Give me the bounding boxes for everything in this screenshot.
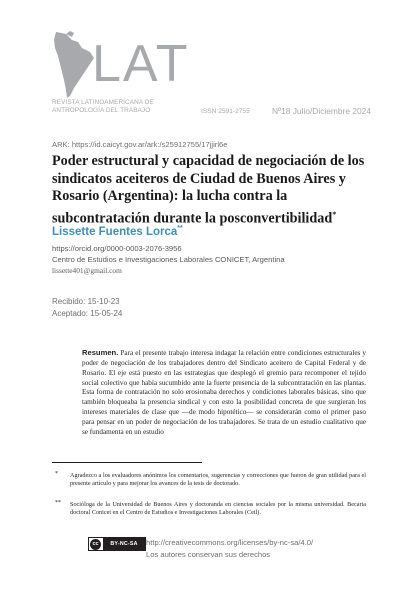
issn: ISSN 2591-2755 xyxy=(201,108,250,115)
footnote-text: Socióloga de la Universidad de Buenos Aires y doctoranda en ciencias sociales por la misma universidad. Becaria doctoral Conicet en el Centro de Estudios e Investigaciones Laborales (Ceil). xyxy=(70,501,366,517)
cc-terms: BY-NC-SA xyxy=(103,538,145,550)
accepted-date: Aceptado: 15-05-24 xyxy=(52,309,123,318)
creative-commons-badge[interactable] xyxy=(88,537,146,551)
journal-name: REVISTA LATINOAMERICANA DE ANTROPOLOGÍA DEL TRABAJO xyxy=(52,99,154,114)
ark-identifier[interactable]: ARK: https://id.caicyt.gov.ar/ark:/s25912755/17jjirl6e xyxy=(52,140,228,149)
orcid-link[interactable]: https://orcid.org/0000-0003-2076-3956 xyxy=(52,244,182,253)
author-institution: Centro de Estudios e Investigaciones Laborales CONICET, Argentina xyxy=(52,255,285,264)
abstract-text: Para el presente trabajo interesa indagar la relación entre condiciones estructurales y poder de negociación de los trabajadores dentro del Sindicato aceitero de Capital Federal y de Rosario. El eje está puesto en las estrategias que desplegó el gremio para recomponer el tejido social colectivo que había sucumbido ante la fuerte presencia de la subcontratación en las plantas. Esta forma de contratación no solo erosionaba derechos y condiciones laborales básicas, sino que también bloqueaba la presencia sindical y con esto la posibilidad concreta de que surgieran los intereses materiales de clase que —de modo hipotético— se considerarán como el primer paso para pensar en un poder de negociación de los trabajadores. Se trata de un estudio cualitativo que se fundamenta en un estudio xyxy=(82,349,367,436)
abstract: Resumen. Para el presente trabajo interesa indagar la relación entre condiciones estructurales y poder de negociación de los trabajadores dentro del Sindicato aceitero de Capital Federal y de Rosario. El eje está puesto en las estrategias que desplegó el gremio para recomponer el tejido social colectivo que había sucumbido ante la fuerte presencia de la subcontratación en las plantas. Esta forma de contratación no solo erosionaba derechos y condiciones laborales básicas, sino que también bloqueaba la presencia sindical y con esto la posibilidad concreta de que surgieran los intereses materiales de clase que —de modo hipotético— se considerarán como el primer paso para pensar en un poder de negociación de los trabajadores. Se trata de un estudio cualitativo que se fundamenta en un estudio xyxy=(82,348,367,436)
footnote-mark: ** xyxy=(55,500,61,506)
footnote-divider xyxy=(52,462,202,463)
journal-logo-text: LAT xyxy=(92,35,190,93)
received-date: Recibido: 15-10-23 xyxy=(52,297,120,306)
title-footnote-mark: * xyxy=(332,209,337,219)
license-link[interactable]: http://creativecommons.org/licenses/by-nc-sa/4.0/ xyxy=(146,538,314,547)
author-email[interactable]: lissette401@gmail.com xyxy=(52,266,122,275)
latin-america-map-icon xyxy=(52,30,96,100)
issue-info: Nº18 Julio/Diciembre 2024 xyxy=(272,106,371,116)
article-title: Poder estructural y capacidad de negociación de los sindicatos aceiteros de Ciudad de Buenos Aires y Rosario (Argentina): la lucha contra la subcontratación durante la posconvertibilidad* xyxy=(52,153,365,227)
footnote-text: Agradezco a los evaluadores anónimos los comentarios, sugerencias y correcciones que fueron de gran utilidad para el presente artículo y para mejorar los avances de la tesis de doctorado. xyxy=(70,472,366,488)
cc-icon: cc xyxy=(90,539,101,550)
abstract-label: Resumen xyxy=(82,348,117,357)
footnote-mark: * xyxy=(55,471,58,477)
author-name: Lissette Fuentes Lorca** xyxy=(52,225,183,238)
rights-statement: Los autores conservan sus derechos xyxy=(146,550,271,559)
author-footnote-mark: ** xyxy=(177,225,183,232)
